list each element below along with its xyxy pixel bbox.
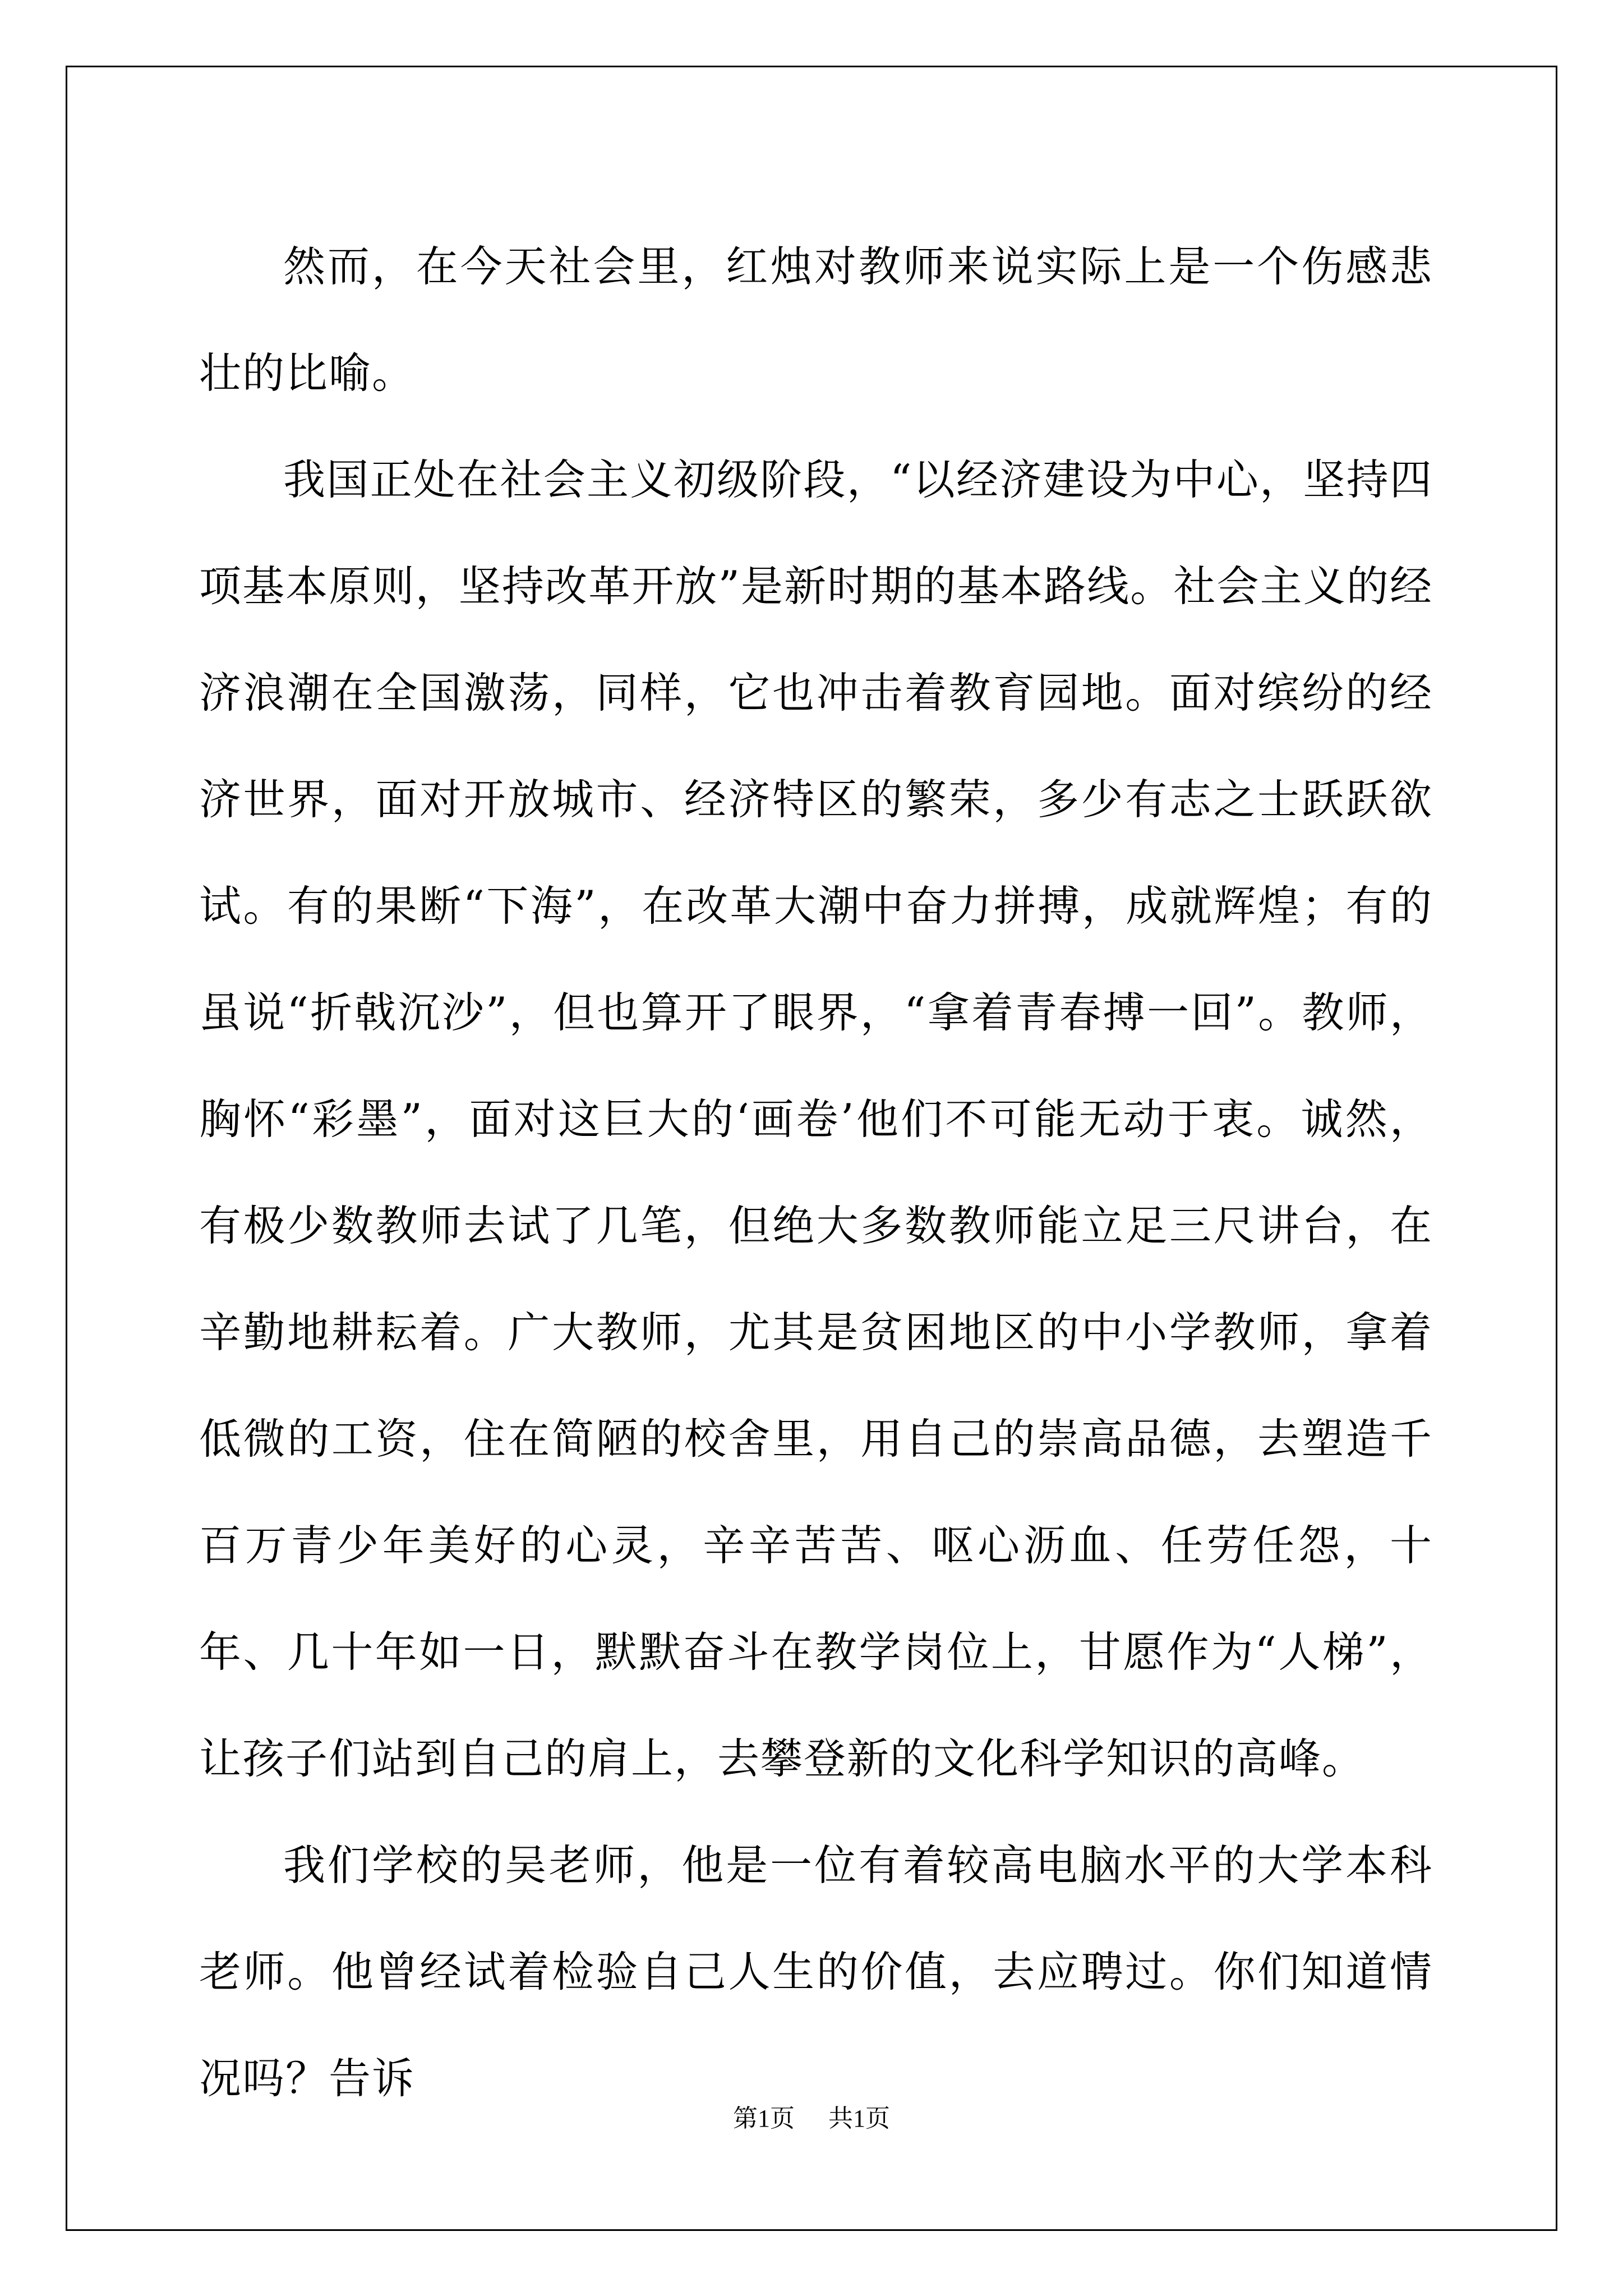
page-number: 第1页	[733, 2105, 795, 2132]
document-body	[199, 213, 1433, 2132]
page-footer	[0, 2098, 1623, 2134]
page-total: 共1页	[828, 2105, 890, 2132]
paragraph: 我国正处在社会主义初级阶段，“以经济建设为中心，坚持四项基本原则，坚持改革开放”是新时期的基本路线。社会主义的经济浪潮在全国激荡，同样，它也冲击着教育园地。面对缤纷的经济世界，面对开放城市、经济特区的繁荣，多少有志之士跃跃欲试。有的果断“下海”，在改革大潮中奋力拼搏，成就辉煌；有的虽说“折戟沉沙”，但也算开了眼界，“拿着青春搏一回”。教师，胸怀“彩墨”，面对这巨大的‘画卷’他们不可能无动于衷。诚然，有极少数教师去试了几笔，但绝大多数教师能立足三尺讲台，在辛勤地耕耘着。广大教师，尤其是贫困地区的中小学教师，拿着低微的工资，住在简陋的校舍里，用自己的崇高品德，去塑造千百万青少年美好的心灵，辛辛苦苦、呕心沥血、任劳任怨，十年、几十年如一日，默默奋斗在教学岗位上，甘愿作为“人梯”，让孩子们站到自己的肩上，去攀登新的文化科学知识的高峰。	[199, 455, 1433, 1783]
paragraph: 我们学校的吴老师，他是一位有着较高电脑水平的大学本科老师。他曾经试着检验自己人生的价值，去应聘过。你们知道情况吗？告诉	[199, 1841, 1433, 2103]
paragraph: 然而，在今天社会里，红烛对教师来说实际上是一个伤感悲壮的比喻。	[199, 242, 1433, 398]
